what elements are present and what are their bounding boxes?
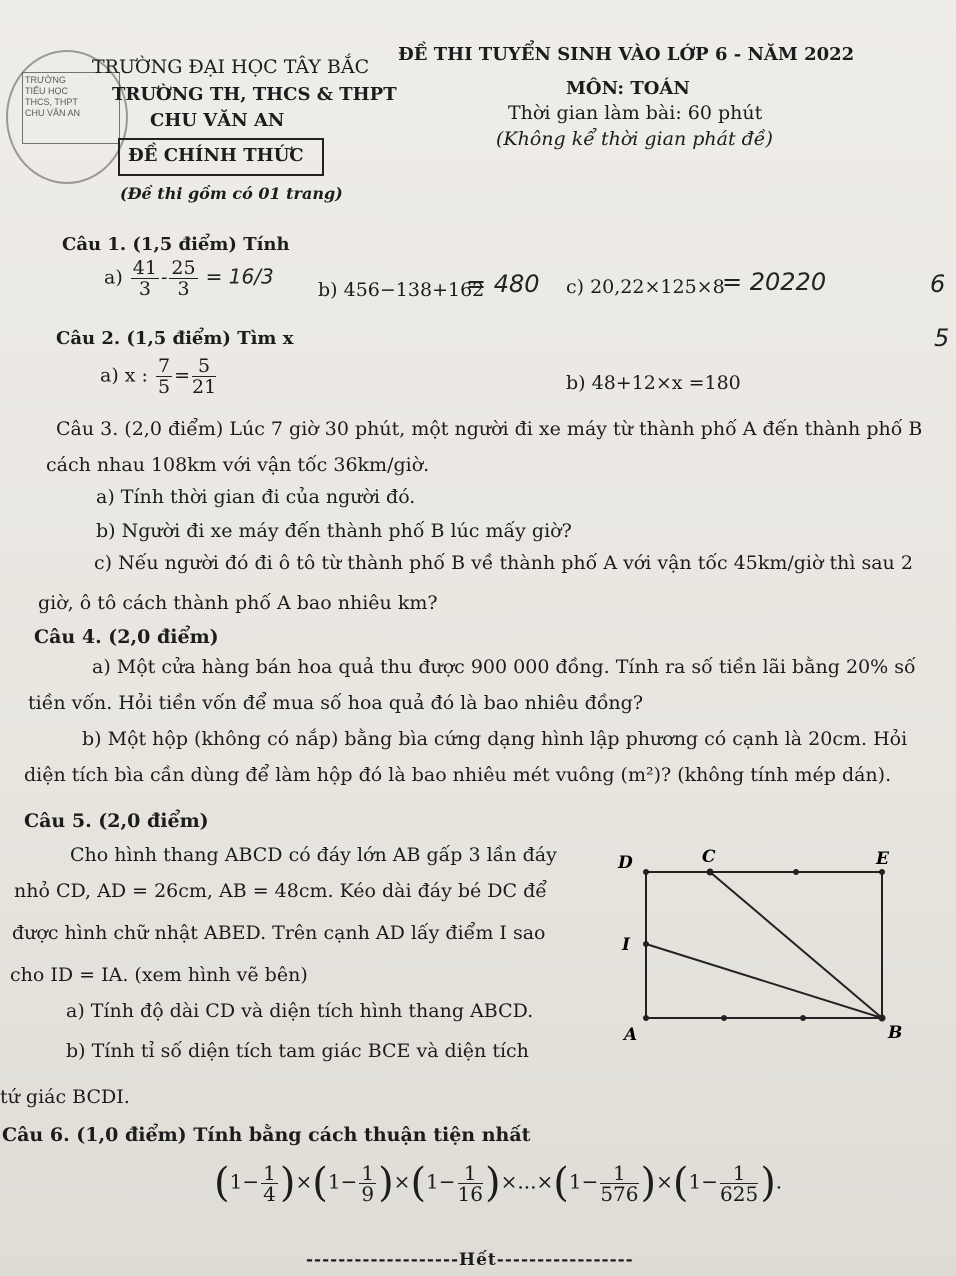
q1-a-label: a)	[104, 266, 123, 289]
q3-c2: giờ, ô tô cách thành phố A bao nhiêu km?	[38, 592, 438, 614]
label-C: C	[702, 847, 716, 867]
rectangle-ABED	[646, 872, 882, 1018]
q6-title: Câu 6. (1,0 điểm) Tính bằng cách thuận tiện nhất	[2, 1124, 531, 1146]
q5-p3: được hình chữ nhật ABED. Trên cạnh AD lấy điểm I sao	[12, 922, 546, 944]
stamp-line: THCS, THPT	[25, 97, 78, 107]
q5-title: Câu 5. (2,0 điểm)	[24, 810, 209, 832]
official-label: ĐỀ CHÍNH THỨC	[128, 145, 304, 166]
margin-mark: 5	[934, 324, 950, 352]
q5-p2: nhỏ CD, AD = 26cm, AB = 48cm. Kéo dài đáy bé DC để	[14, 880, 547, 902]
q3-line2: cách nhau 108km với vận tốc 36km/giờ.	[46, 454, 430, 476]
q2-a: a) x : $\frac{7}{5}$ = $\frac{5}{21}$	[100, 355, 217, 398]
handwritten-answer: = 16/3	[205, 264, 274, 289]
q1-b: b) 456−138+162	[318, 279, 485, 301]
stamp-line: CHU VĂN AN	[25, 108, 81, 118]
q3-a: a) Tính thời gian đi của người đó.	[96, 486, 416, 508]
exam-title: ĐỀ THI TUYỂN SINH VÀO LỚP 6 - NĂM 2022	[398, 44, 855, 65]
fraction: $\frac{5}{21}$	[192, 355, 217, 398]
point-E	[879, 869, 885, 875]
point-C	[707, 869, 714, 876]
school-stamp-text	[22, 72, 120, 144]
q2-b: b) 48+12×x =180	[566, 372, 741, 394]
point-D	[643, 869, 649, 875]
q6-expression: (1− $\frac{1}{4}$ )×(1− $\frac{1}{9}$ )×(1− $\frac{1}{16}$ )×...×(1− $\frac{1}{576}$ )×(1− $\frac{1}{625}$ ).	[214, 1160, 783, 1206]
fraction: $\frac{25}{3}$	[171, 257, 196, 300]
subject: MÔN: TOÁN	[566, 78, 690, 99]
label-B: B	[888, 1023, 903, 1043]
stamp-line: TRƯỜNG	[25, 75, 66, 85]
q2-title: Câu 2. (1,5 điểm) Tìm x	[56, 328, 294, 349]
q5-b2: tứ giác BCDI.	[0, 1086, 130, 1108]
trapezoid-figure	[600, 840, 920, 1050]
pages-note: (Đề thi gồm có 01 trang)	[120, 184, 343, 203]
handwritten-answer: = 480	[466, 270, 540, 298]
q1-c: c) 20,22×125×8	[566, 276, 725, 298]
point-A	[643, 1015, 649, 1021]
q4-b1: b) Một hộp (không có nắp) bằng bìa cứng dạng hình lập phương có cạnh là 20cm. Hỏi	[82, 728, 908, 750]
q5-p4: cho ID = IA. (xem hình vẽ bên)	[10, 964, 308, 986]
label-E: E	[876, 849, 889, 869]
point-B	[879, 1015, 886, 1022]
fraction: $\frac{1}{9}$	[361, 1160, 375, 1206]
point-mark	[793, 869, 799, 875]
handwritten-answer: = 20220	[722, 268, 827, 296]
q5-p1: Cho hình thang ABCD có đáy lớn AB gấp 3 lần đáy	[70, 844, 557, 866]
q5-a: a) Tính độ dài CD và diện tích hình thang ABCD.	[66, 1000, 534, 1022]
segment-CB	[710, 872, 882, 1018]
margin-mark: 6	[930, 270, 946, 298]
q4-b2: diện tích bìa cần dùng để làm hộp đó là bao nhiêu mét vuông (m²)? (không tính mép dán).	[24, 764, 892, 786]
q3-b: b) Người đi xe máy đến thành phố B lúc mấy giờ?	[96, 520, 572, 542]
end-marker: -------------------Hết-----------------	[306, 1250, 634, 1270]
q4-a1: a) Một cửa hàng bán hoa quả thu được 900 000 đồng. Tính ra số tiền lãi bằng 20% số	[92, 656, 916, 678]
stamp-line: TIỂU HỌC	[25, 86, 69, 96]
label-A: A	[624, 1025, 638, 1045]
fraction: $\frac{7}{5}$	[157, 355, 171, 398]
exam-time: Thời gian làm bài: 60 phút	[508, 102, 763, 124]
fraction: $\frac{1}{576}$	[600, 1160, 639, 1206]
segment-IB	[646, 944, 882, 1018]
school-name-1: TRƯỜNG ĐẠI HỌC TÂY BẮC	[92, 56, 370, 78]
q5-b1: b) Tính tỉ số diện tích tam giác BCE và diện tích	[66, 1040, 529, 1062]
fraction: $\frac{1}{625}$	[720, 1160, 759, 1206]
label-I: I	[622, 935, 630, 955]
q4-title: Câu 4. (2,0 điểm)	[34, 626, 219, 648]
fraction: $\frac{41}{3}$	[132, 257, 157, 300]
point-mark	[721, 1015, 727, 1021]
point-mark	[800, 1015, 806, 1021]
label-D: D	[618, 853, 633, 873]
q3-c1: c) Nếu người đó đi ô tô từ thành phố B về thành phố A với vận tốc 45km/giờ thì sau 2	[94, 552, 913, 574]
fraction: $\frac{1}{16}$	[457, 1160, 483, 1206]
q2-a-label: a) x :	[100, 364, 148, 387]
school-name-2: TRƯỜNG TH, THCS & THPT	[112, 84, 397, 105]
point-I	[643, 941, 649, 947]
exam-time-note: (Không kể thời gian phát đề)	[496, 128, 773, 150]
fraction: $\frac{1}{4}$	[263, 1160, 276, 1206]
q3-line1: Câu 3. (2,0 điểm) Lúc 7 giờ 30 phút, một người đi xe máy từ thành phố A đến thành phố B	[56, 418, 923, 440]
q4-a2: tiền vốn. Hỏi tiền vốn để mua số hoa quả đó là bao nhiêu đồng?	[28, 692, 644, 714]
q1-title: Câu 1. (1,5 điểm) Tính	[62, 234, 290, 255]
q1-a: a) $\frac{41}{3}$ - $\frac{25}{3}$ = 16/3	[104, 257, 274, 300]
school-name-3: CHU VĂN AN	[150, 110, 285, 131]
